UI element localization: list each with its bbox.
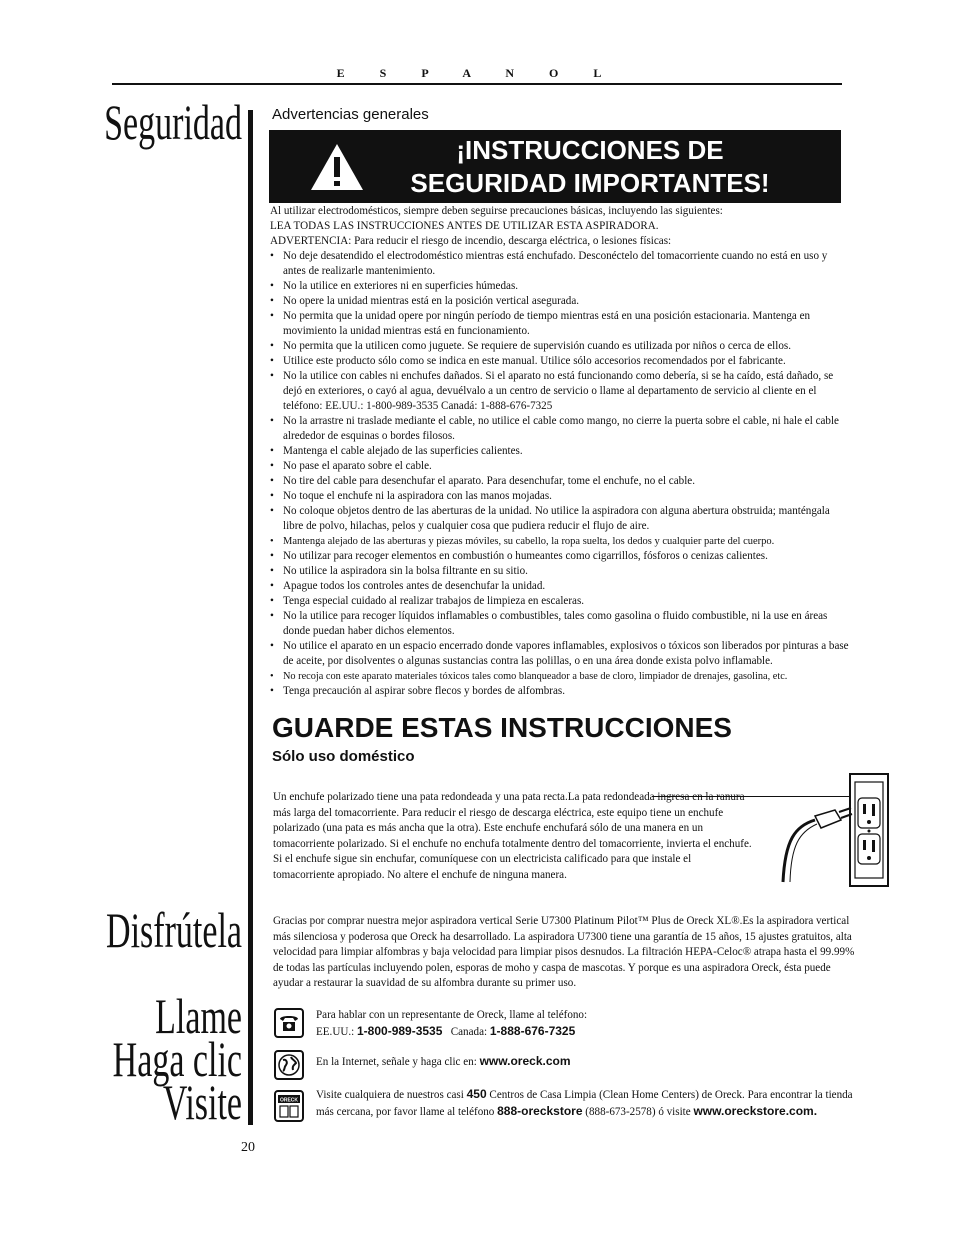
safety-intro-2: LEA TODAS LAS INSTRUCCIONES ANTES DE UTILIZAR ESTA ASPIRADORA. bbox=[270, 220, 659, 232]
banner-line-2: SEGURIDAD IMPORTANTES! bbox=[410, 168, 770, 198]
general-warnings-heading: Advertencias generales bbox=[272, 106, 429, 123]
store-icon bbox=[274, 1090, 304, 1122]
visit-pre: Visite cualquiera de nuestros casi bbox=[316, 1089, 464, 1101]
phone-numbers bbox=[316, 1023, 587, 1040]
list-item: • No tire del cable para desenchufar el aparato. Para desenchufar, tome el enchufe, no el cable. bbox=[270, 474, 850, 489]
side-title-disfrutela: Disfrútela bbox=[106, 902, 242, 958]
polarized-plug-illustration bbox=[755, 770, 890, 890]
store-url-link[interactable]: www.oreckstore.com. bbox=[693, 1104, 818, 1118]
store-phone-word: 888-oreckstore bbox=[497, 1104, 583, 1118]
household-use-heading: Sólo uso doméstico bbox=[272, 748, 415, 765]
store-count: 450 bbox=[466, 1087, 487, 1101]
banner-title bbox=[269, 134, 841, 200]
store-contact bbox=[316, 1086, 856, 1120]
globe-icon bbox=[274, 1050, 304, 1080]
save-instructions-heading: GUARDE ESTAS INSTRUCCIONES bbox=[272, 712, 732, 743]
list-item: • No la arrastre ni traslade mediante el cable, no utilice el cable como mango, no cierre la puerta sobre el cable, ni hale el cable alrededor de esquinas o bordes filosos. bbox=[270, 414, 850, 444]
list-item: • No permita que la unidad opere por ningún período de tiempo mientras está en una posición estacionaria. Mantenga en movimiento la unidad mientras está en funcionamiento. bbox=[270, 309, 850, 339]
list-item: • Tenga especial cuidado al realizar trabajos de limpieza en escaleras. bbox=[270, 594, 850, 609]
header-language: E S P A N O L bbox=[336, 66, 618, 80]
phone-intro: Para hablar con un representante de Oreck, llame al teléfono: bbox=[316, 1009, 588, 1021]
safety-body bbox=[270, 204, 850, 699]
list-item: • Mantenga alejado de las aberturas y piezas móviles, su cabello, la ropa suelta, los dedos y cualquier parte del cuerpo. bbox=[270, 534, 850, 549]
side-title-haga-clic: Haga clic bbox=[112, 1031, 242, 1087]
list-item: • No opere la unidad mientras está en la posición vertical asegurada. bbox=[270, 294, 850, 309]
phone-contact bbox=[316, 1007, 587, 1040]
side-title-llame: Llame bbox=[155, 988, 242, 1044]
us-phone: 1-800-989-3535 bbox=[357, 1024, 443, 1038]
list-item: • No recoja con este aparato materiales tóxicos tales como blanqueador a base de cloro, limpiador de drenajes, gasolina, etc. bbox=[270, 669, 850, 684]
list-item: • No la utilice en exteriores ni en superficies húmedas. bbox=[270, 279, 850, 294]
side-title-contact bbox=[0, 988, 242, 1130]
list-item: • No deje desatendido el electrodoméstico mientras está enchufado. Desconéctelo del tomacorriente cuando no está en uso y antes de realizarle mantenimiento. bbox=[270, 249, 850, 279]
list-item: • No coloque objetos dentro de las aberturas de la unidad. No utilice la aspiradora con alguna abertura obstruida; manténgala libre de polvo, hilachas, pelos y cualquier cosa que pudiera reducir el flujo de aire. bbox=[270, 504, 850, 534]
list-item: • Apague todos los controles antes de desenchufar la unidad. bbox=[270, 579, 850, 594]
list-item: • Mantenga el cable alejado de las superficies calientes. bbox=[270, 444, 850, 459]
side-title-seguridad: Seguridad bbox=[104, 94, 242, 150]
page-number: 20 bbox=[241, 1140, 255, 1155]
visit-mid: Centros de Casa Limpia (Clean Home Centers) de Oreck. Para encontrar la tienda más cercana, por favor llame al teléfono bbox=[316, 1089, 853, 1118]
canada-label: Canada: bbox=[450, 1026, 488, 1038]
header-rule bbox=[112, 83, 842, 85]
list-item: • No permita que la utilicen como juguete. Se requiere de supervisión cuando es utilizada por niños o cerca de ellos. bbox=[270, 339, 850, 354]
list-item: • No la utilice con cables ni enchufes dañados. Si el aparato no está funcionando como debería, si se ha caído, está dañado, se dejó en exteriores, o cayó al agua, devuélvalo a un centro de servicio o llame al departamento de servicio al cliente en el teléfono: EE.UU.: 1-800-989-3535 Canadá: 1-888-676-7325 bbox=[270, 369, 850, 414]
list-item: • Utilice este producto sólo como se indica en este manual. Utilice sólo accesorios recomendados por el fabricante. bbox=[270, 354, 850, 369]
web-contact bbox=[316, 1053, 571, 1070]
store-sign-text: ORECK bbox=[279, 1097, 299, 1104]
list-item: • No pase el aparato sobre el cable. bbox=[270, 459, 850, 474]
list-item: • No toque el enchufe ni la aspiradora con las manos mojadas. bbox=[270, 489, 850, 504]
safety-list bbox=[270, 249, 850, 699]
list-item: • No la utilice para recoger líquidos inflamables o combustibles, tales como gasolina o fluido combustible, ni la use en áreas donde puedan haber dichos elementos. bbox=[270, 609, 850, 639]
telephone-icon bbox=[274, 1008, 304, 1038]
list-item: • Tenga precaución al aspirar sobre flecos y bordes de alfombras. bbox=[270, 684, 850, 699]
web-intro: En la Internet, señale y haga clic en: bbox=[316, 1056, 477, 1068]
polarized-plug-paragraph: Un enchufe polarizado tiene una pata redondeada y una pata recta.La pata redondeada ingresa en la ranura más larga del tomacorriente. Para reducir el riesgo de descarga eléctrica, este equipo tiene un enchufe polarizado (una pata es más ancha que la otra). Este enchufe enchufará sólo de una manera en un tomacorriente polarizado. Si el enchufe no enchufa totalmente dentro del tomacorriente, invierta el enchufe. Si el enchufe sigue sin enchufar, comuníquese con un electricista calificado para que instale el tomacorriente apropiado. No altere el enchufe de ninguna manera. bbox=[273, 791, 752, 881]
us-label: EE.UU.: bbox=[316, 1026, 355, 1038]
side-title-visite: Visite bbox=[162, 1074, 242, 1130]
list-item: • No utilice el aparato en un espacio encerrado donde vapores inflamables, explosivos o tóxicos son liberados por pinturas a base de aceite, por disolventes o algunas sustancias contra las polillas, o en una área donde exista polvo inflamable. bbox=[270, 639, 850, 669]
banner-line-1: ¡INSTRUCCIONES DE bbox=[456, 135, 724, 165]
list-item: • No utilizar para recoger elementos en combustión o humeantes como cigarrillos, fósforos o cenizas calientes. bbox=[270, 549, 850, 564]
thank-you-paragraph: Gracias por comprar nuestra mejor aspiradora vertical Serie U7300 Platinum Pilot™ Plus de Oreck XL®.Es la aspiradora vertical más silenciosa y poderosa que Oreck ha desarrollado. La aspiradora U7300 tiene una garantía de 15 años, 15 ajustes gratuitos, alta velocidad para limpiar alfombras y baja velocidad para limpiar pisos desnudos. La filtración HEPA-Celoc® atrapa hasta el 99.99% de todas las partículas incluyendo polen, esporas de moho y caspa de mascotas. Y porque es una aspiradora Oreck, ésta puede ayudar a restaurar la suavidad de su alfombra durante su primer uso. bbox=[273, 915, 855, 989]
store-phone-number: (888-673-2578) ó visite bbox=[585, 1106, 691, 1118]
list-item: • No utilice la aspiradora sin la bolsa filtrante en su sitio. bbox=[270, 564, 850, 579]
web-url-link[interactable]: www.oreck.com bbox=[479, 1054, 571, 1068]
vertical-rule bbox=[248, 110, 253, 1125]
safety-intro-1: Al utilizar electrodomésticos, siempre deben seguirse precauciones básicas, incluyendo las siguientes: bbox=[270, 205, 723, 217]
safety-banner bbox=[269, 130, 841, 203]
canada-phone: 1-888-676-7325 bbox=[489, 1024, 576, 1038]
safety-intro-3: ADVERTENCIA: Para reducir el riesgo de incendio, descarga eléctrica, o lesiones físicas: bbox=[270, 235, 672, 247]
